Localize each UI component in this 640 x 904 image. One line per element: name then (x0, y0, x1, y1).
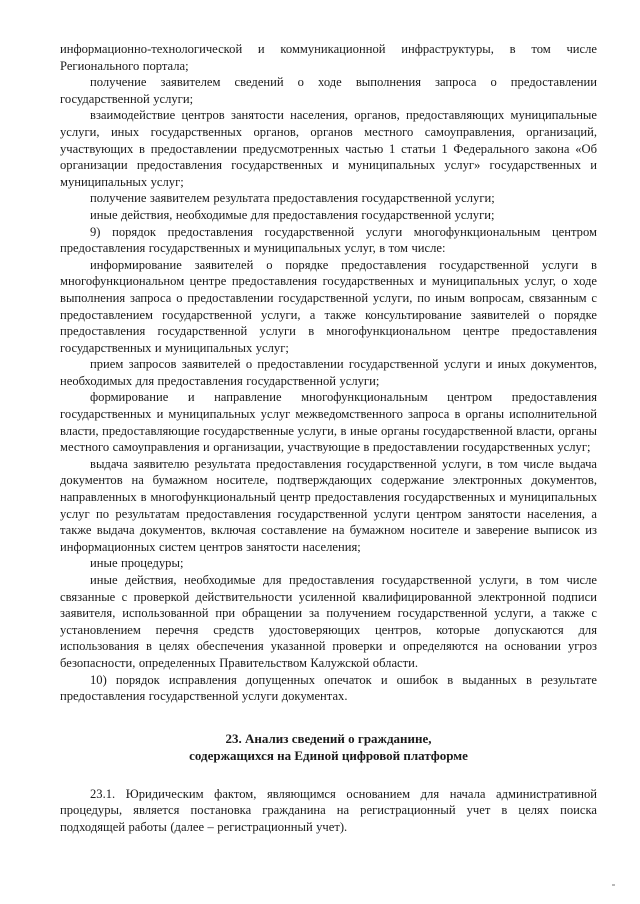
paragraph: формирование и направление многофункциональным центром предоставления государственных и муниципальных услуг межведомственного запроса в органы исполнительной власти, предоставляющие государственные услуги, в иные органы государственной власти, органы местного самоуправления и организации, участвующие в предоставлении государственных услуг; (60, 390, 597, 455)
paragraph: получение заявителем сведений о ходе выполнения запроса о предоставлении государственной услуги; (60, 75, 597, 106)
section-title (60, 730, 597, 764)
paragraph-continuation: информационно-технологической и коммуникационной инфраструктуры, в том числе Регионального портала; (60, 42, 597, 73)
paragraph-23-1: 23.1. Юридическим фактом, являющимся основанием для начала административной процедуры, является постановка гражданина на регистрационный учет в целях поиска подходящей работы (далее – регистрационный учет). (60, 786, 597, 834)
paragraph-item-9: 9) порядок предоставления государственной услуги многофункциональным центром предоставления государственных и муниципальных услуг, в том числе: (60, 224, 597, 256)
paragraph: прием запросов заявителей о предоставлении государственной услуги и иных документов, необходимых для предоставления государственной услуги; (60, 357, 597, 388)
paragraph: информирование заявителей о порядке предоставления государственной услуги в многофункциональном центре предоставления государственных и муниципальных услуг, о ходе выполнения запроса о предоставлении государственной услуги, по иным вопросам, связанным с предоставлением государственной услуги, а также консультирование заявителей о порядке предоставления государственной услуги в многофункциональном центре предоставления государственных и муниципальных услуг; (60, 257, 597, 355)
section-title-line-2: содержащихся на Единой цифровой платформе (189, 747, 468, 763)
paragraph: иные процедуры; (90, 556, 184, 571)
paragraph: выдача заявителю результата предоставления государственной услуги, в том числе выдача документов на бумажном носителе, подтверждающих содержание электронных документов, направленных в многофункциональный центр предоставления государственных и муниципальных услуг по результатам предоставления государственной услуги центром занятости населения, а также выдача документов, включая составление на бумажном носителе и заверение выписок из информационных систем центров занятости населения; (60, 456, 597, 554)
paragraph: получение заявителем результата предоставления государственной услуги; (90, 191, 495, 206)
paragraph: иные действия, необходимые для предоставления государственной услуги; (90, 207, 495, 222)
section-title-line-1: 23. Анализ сведений о гражданине, (225, 730, 432, 746)
scan-edge-mark (612, 884, 615, 886)
paragraph-item-10: 10) порядок исправления допущенных опечаток и ошибок в выданных в результате предоставления государственной услуги документах. (60, 672, 597, 704)
document-body (60, 41, 597, 836)
paragraph: иные действия, необходимые для предоставления государственной услуги, в том числе связанные с проверкой действительности усиленной квалифицированной электронной подписи заявителя, использованной при обращении за получением государственной услуги, а также с установлением перечня средств удостоверяющих центров, которые допускаются для использования в целях обеспечения указанной проверки и определяются на основании угроз безопасности, определенных Правительством Калужской области. (60, 573, 597, 670)
paragraph: взаимодействие центров занятости населения, органов, предоставляющих муниципальные услуги, иных государственных органов, органов местного самоуправления, организаций, участвующих в предоставлении предусмотренных частью 1 статьи 1 Федерального закона «Об организации предоставления государственных и муниципальных услуг» государственных и муниципальных услуг; (60, 108, 597, 189)
